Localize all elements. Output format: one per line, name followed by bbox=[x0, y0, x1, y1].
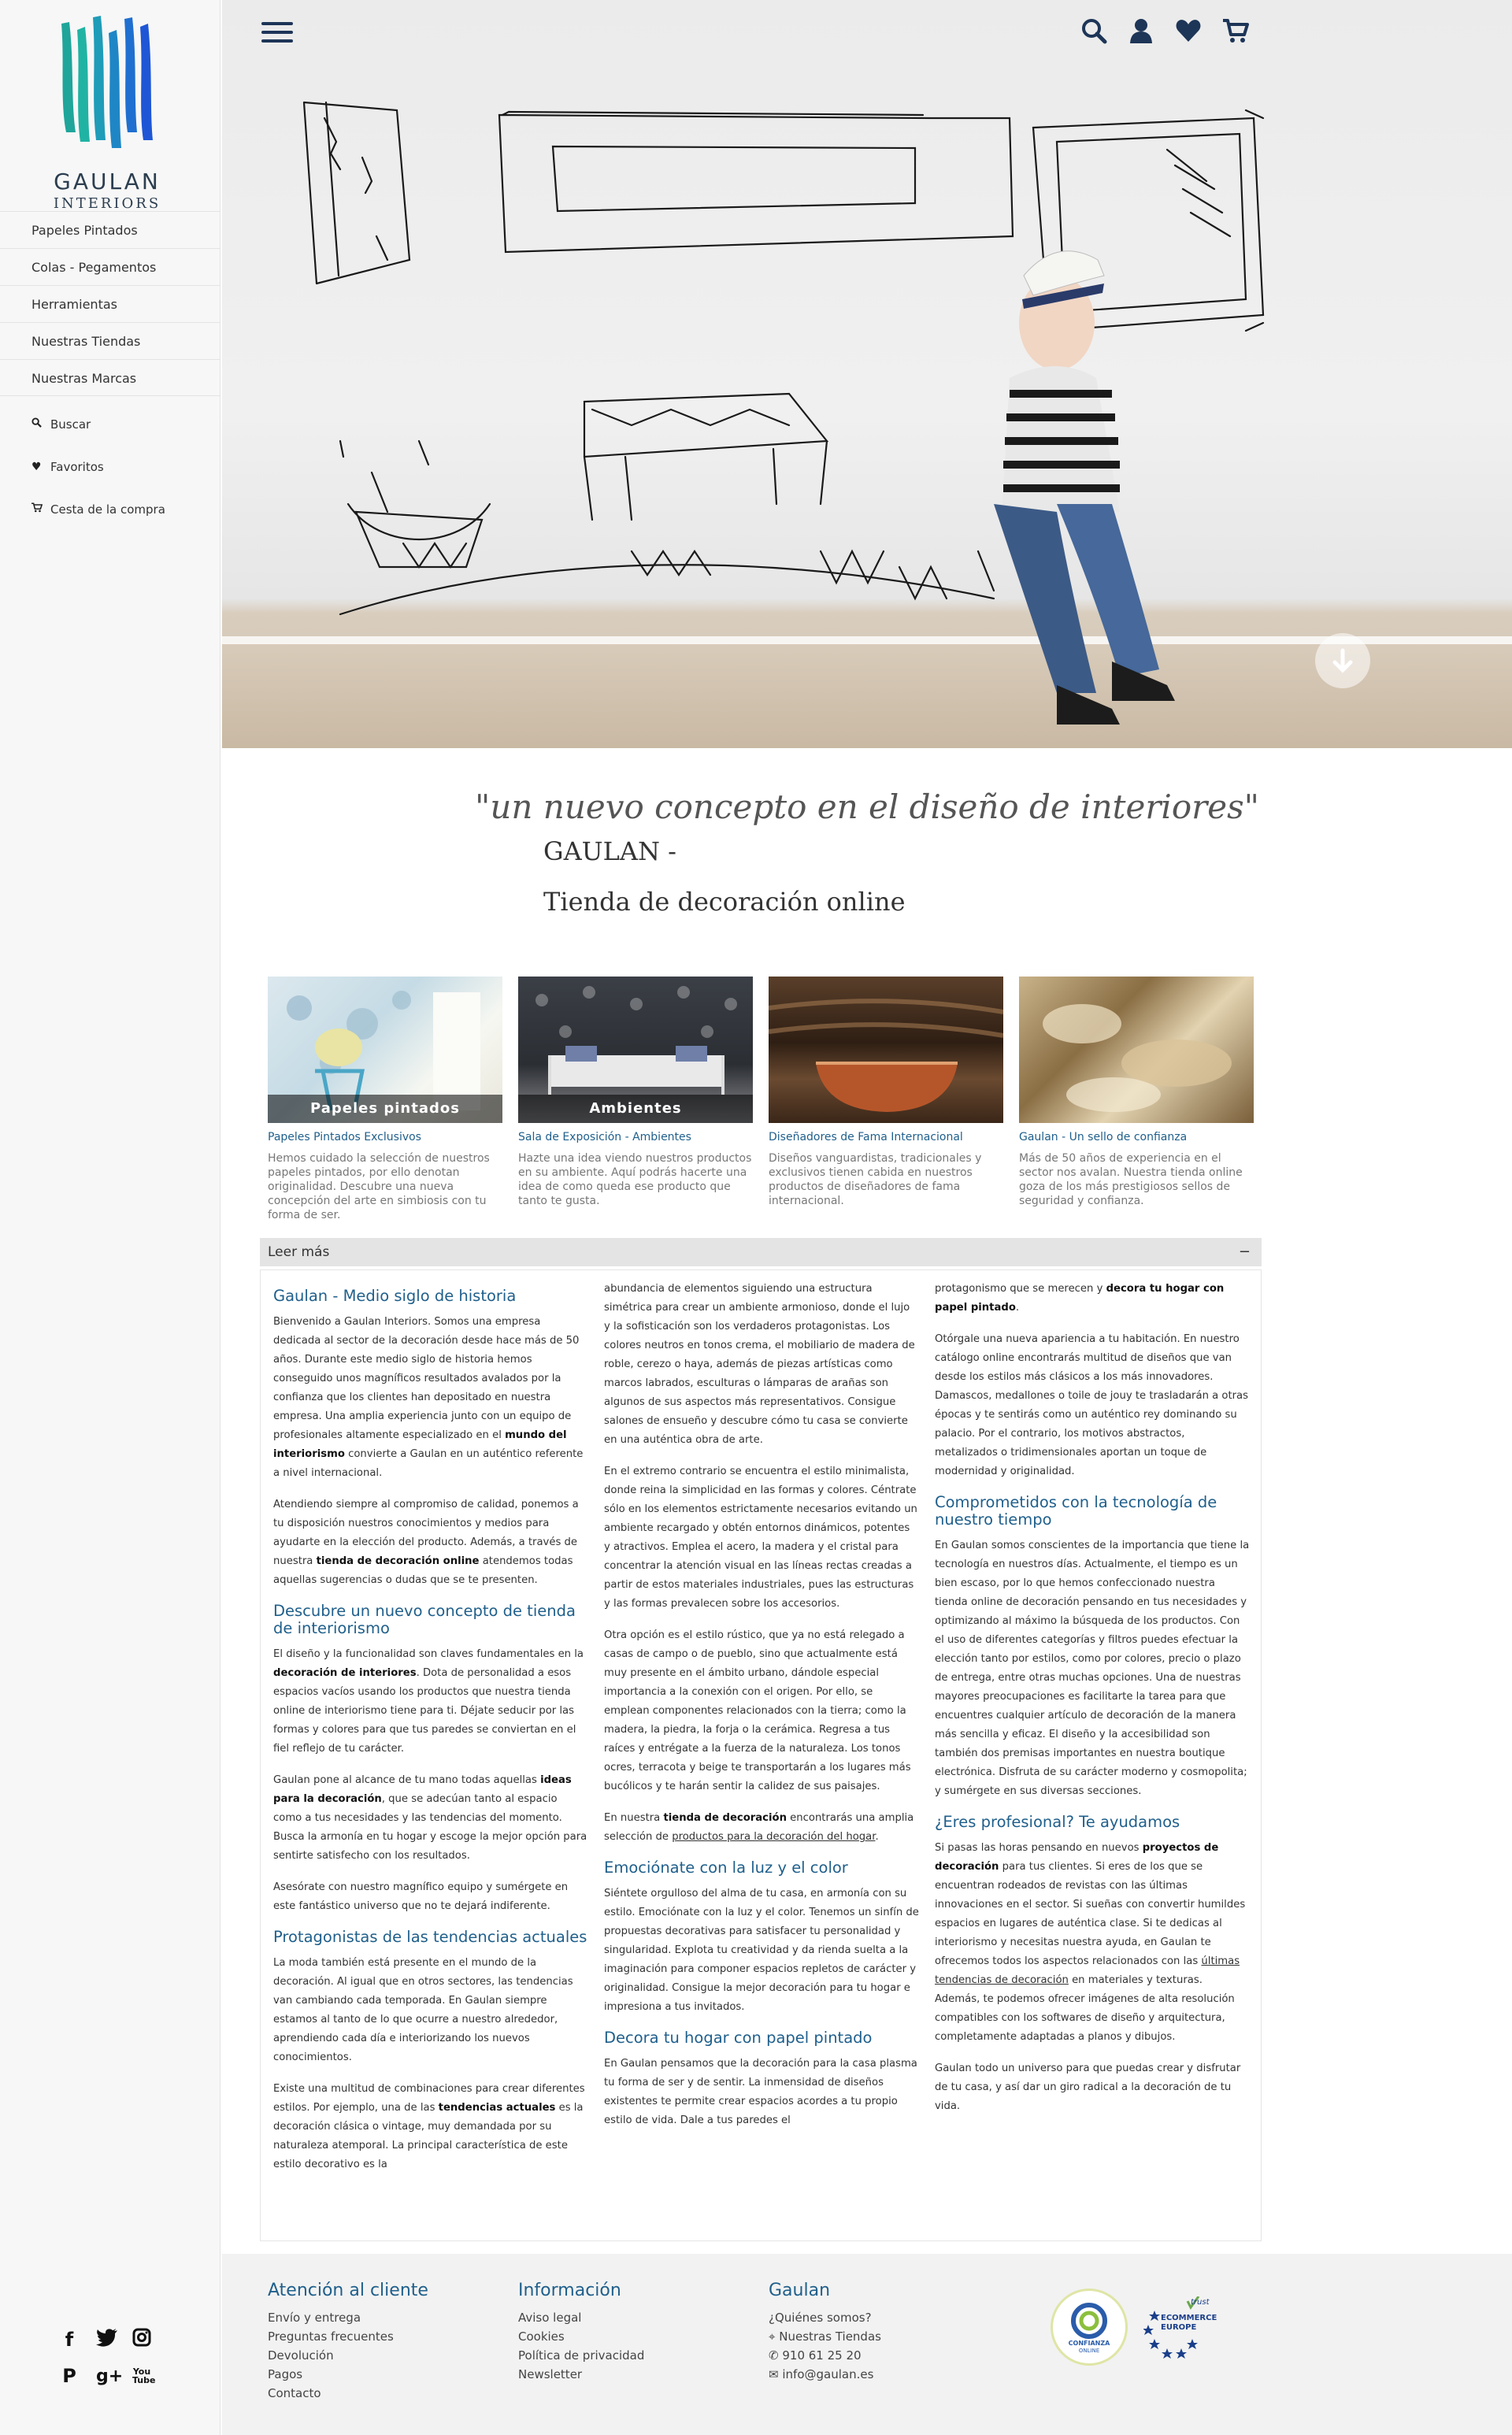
article-paragraph: Asesórate con nuestro magnífico equipo y sumérgete en este fantástico universo que no te dejará indiferente. bbox=[273, 1881, 569, 1912]
sidebar-item-papeles-pintados[interactable]: Papeles Pintados bbox=[0, 211, 220, 248]
article-paragraph: Atendiendo siempre al compromiso de calidad, ponemos a tu disposición nuestros conocimientos y medios para ayudarte en la elección del producto. Además, a través de nuestra tienda de decoración online atendemos todas aquellas sugerencias o dudas que se te presenten. bbox=[273, 1499, 579, 1586]
map-marker-icon: ⌖ bbox=[769, 2329, 776, 2344]
article-content bbox=[260, 1269, 1262, 2241]
card-title[interactable]: Papeles Pintados Exclusivos bbox=[268, 1131, 421, 1143]
hero-person bbox=[994, 251, 1175, 725]
article-paragraph: En nuestra tienda de decoración encontrarás una amplia selección de productos para la decoración del hogar. bbox=[604, 1812, 914, 1843]
read-more-toggle[interactable] bbox=[260, 1238, 1262, 1266]
card-banner: Papeles pintados bbox=[268, 1095, 502, 1123]
footer-heading: Gaulan bbox=[769, 2281, 831, 2300]
footer-col-gaulan bbox=[769, 2281, 881, 2384]
sidebar-favorites-link[interactable] bbox=[32, 455, 165, 498]
badge2-line-2: ECOMMERCE bbox=[1161, 2314, 1217, 2322]
envelope-icon: ✉ bbox=[769, 2367, 779, 2381]
bathtub-illustration bbox=[769, 977, 1003, 1123]
user-icon[interactable] bbox=[1128, 17, 1154, 44]
hamburger-menu-icon[interactable] bbox=[261, 22, 293, 46]
google-plus-icon[interactable]: g+ bbox=[96, 2366, 124, 2386]
sidebar-tool-label: Buscar bbox=[50, 417, 91, 432]
instagram-icon[interactable] bbox=[132, 2328, 151, 2352]
tagline-brand: GAULAN - bbox=[543, 836, 676, 866]
read-more-label: Leer más bbox=[268, 1244, 330, 1260]
sidebar-item-herramientas[interactable]: Herramientas bbox=[0, 285, 220, 322]
search-icon[interactable] bbox=[1080, 17, 1107, 44]
footer-link-devolucion[interactable]: Devolución bbox=[268, 2348, 334, 2363]
badge2-line-1: trust bbox=[1191, 2298, 1210, 2307]
card-title[interactable]: Sala de Exposición - Ambientes bbox=[518, 1131, 691, 1143]
sidebar-nav bbox=[0, 211, 220, 396]
article-heading: Gaulan - Medio siglo de historia bbox=[273, 1287, 517, 1305]
sidebar-search-link[interactable] bbox=[32, 413, 165, 455]
logo-subtitle: INTERIORS bbox=[53, 195, 161, 212]
card-description: Hazte una idea viendo nuestros productos en su ambiente. Aquí podrás hacerte una idea de como queda ese producto que tanto te gusta. bbox=[518, 1152, 752, 1207]
card-image[interactable] bbox=[268, 977, 502, 1123]
footer-col-atencion bbox=[268, 2281, 428, 2403]
article-heading: Comprometidos con la tecnología de nuestro tiempo bbox=[935, 1493, 1217, 1529]
cart-icon bbox=[32, 498, 50, 521]
sidebar-cart-link[interactable] bbox=[32, 498, 165, 540]
article-heading: Emociónate con la luz y el color bbox=[604, 1859, 848, 1877]
scroll-down-button[interactable] bbox=[1315, 633, 1370, 688]
sidebar-item-nuestras-tiendas[interactable]: Nuestras Tiendas bbox=[0, 322, 220, 359]
footer bbox=[222, 2254, 1512, 2435]
article-paragraph: Si pasas las horas pensando en nuevos proyectos de decoración para tus clientes. Si eres de los que se encuentran rodeados de revistas con las últimas innovaciones en el sector. Si sueñas con convertir humildes espacios en lugares de auténtica clase. Si te dedicas al interiorismo y necesitas nuestra ayuda, en Gaulan te ofrecemos todos los aspectos relacionados con las últimas tendencias de decoración en materiales y texturas. Además, te podemos ofrecer imágenes de alta resolución compatibles con los softwares de diseño y arquitectura, completamente adaptadas a planos y dibujos. bbox=[935, 1842, 1246, 2043]
article-column-2 bbox=[604, 1280, 919, 2143]
logo-brand: GAULAN bbox=[54, 169, 161, 195]
article-paragraph: Gaulan pone al alcance de tu mano todas aquellas ideas para la decoración, que se adecúan tanto al espacio como a tus necesidades y las tendencias del momento. Busca la armonía en tu hogar y escoge la mejor opción para sentirte satisfecho con los resultados. bbox=[273, 1774, 587, 1862]
logo-brush-icon bbox=[58, 14, 158, 152]
card-sello-confianza bbox=[1019, 977, 1254, 1222]
social-links bbox=[60, 2322, 162, 2394]
badge-line-2: ONLINE bbox=[1078, 2348, 1100, 2354]
article-paragraph: En Gaulan somos conscientes de la importancia que tiene la tecnología en nuestros días. Actualmente, el tiempo es un bien escaso, por lo que hemos confeccionado nuestra tienda online de decoración pensando en tus necesidades y optimizando al máximo la búsqueda de los productos. Con el uso de diferentes categorías y filtros puedes efectuar la elección tanto por estilos, como por colores, precio o plazo de entrega, entre otras muchas opciones. Una de nuestras mayores preocupaciones es facilitarte la tarea para que encuentres cualquier artículo de decoración de la manera más sencilla y eficaz. El diseño y la accesibilidad son también dos premisas importantes en nuestra boutique electrónica. Disfruta de su carácter moderno y cosmopolita; y sumérgete en sus diversas secciones. bbox=[935, 1540, 1250, 1797]
feature-cards bbox=[268, 977, 1254, 1222]
article-paragraph: Bienvenido a Gaulan Interiors. Somos una empresa dedicada al sector de la decoración desde hace más de 50 años. Durante este medio siglo de historia hemos conseguido unos magníficos resultados avalados por la confianza que los clientes han depositado en nuestra empresa. Una amplia experiencia junto con un equipo de profesionales altamente especializado en el mundo del interiorismo convierte a Gaulan en un auténtico referente a nivel internacional. bbox=[273, 1316, 584, 1479]
article-paragraph: Siéntete orgulloso del alma de tu casa, en armonía con su estilo. Emociónate con la luz y el color. Tenemos un sinfín de propuestas decorativas para satisfacer tu personalidad y singularidad. Explota tu creatividad y da rienda suelta a la imaginación para componer espacios repletos de carácter y originalidad. Consigue la mejor decoración para tu hogar e impresiona a tus invitados. bbox=[604, 1888, 919, 2013]
article-paragraph: abundancia de elementos siguiendo una estructura simétrica para crear un ambiente armonioso, donde el lujo y la sofisticación son los verdaderos protagonistas. Los colores neutros en tonos crema, el mobiliario de madera de roble, cerezo o haya, además de piezas artísticas como marcos labrados, esculturas o lámparas de arañas son algunos de sus aspectos más representativos. Consigue salones de ensueño y descubre cómo tu casa se convierte en una auténtica obra de arte. bbox=[604, 1283, 915, 1446]
footer-heading: Información bbox=[518, 2281, 621, 2300]
footer-link-newsletter[interactable]: Newsletter bbox=[518, 2367, 583, 2381]
article-paragraph: Otórgale una nueva apariencia a tu habitación. En nuestro catálogo online encontrarás multitud de diseños que van desde los estilos más clásicos a los más innovadores. Damascos, medallones o toile de jouy te trasladarán a otras épocas y te sentirás como un auténtico rey dominando su palacio. Por el contrario, los motivos abstractos, metalizados o tridimensionales aportan un toque de modernidad y originalidad. bbox=[935, 1333, 1249, 1477]
tagline-subtitle: Tienda de decoración online bbox=[543, 887, 906, 917]
eu-stars-icon bbox=[1143, 2296, 1230, 2367]
decoracion-hogar-link[interactable]: productos para la decoración del hogar bbox=[672, 1831, 876, 1843]
article-paragraph: protagonismo que se merecen y decora tu hogar con papel pintado. bbox=[935, 1283, 1225, 1314]
tagline bbox=[222, 788, 1512, 917]
card-papeles-pintados bbox=[268, 977, 502, 1222]
card-title[interactable]: Diseñadores de Fama Internacional bbox=[769, 1131, 963, 1143]
sidebar bbox=[0, 0, 220, 2435]
article-paragraph: La moda también está presente en el mundo de la decoración. Al igual que en otros sectores, las tendencias van cambiando cada temporada. En Gaulan siempre estamos al tanto de lo que ocurre a nuestro alrededor, aprendiendo cada día e interiorizando los nuevos conocimientos. bbox=[273, 1957, 573, 2063]
sidebar-item-colas-pegamentos[interactable]: Colas - Pegamentos bbox=[0, 248, 220, 285]
phone-icon: ✆ bbox=[769, 2348, 779, 2363]
badge-line-1: CONFIANZA bbox=[1068, 2340, 1110, 2347]
card-description: Diseños vanguardistas, tradicionales y exclusivos tienen cabida en nuestros productos de diseñadores de fama internacional. bbox=[769, 1152, 982, 1207]
card-description: Hemos cuidado la selección de nuestros papeles pintados, por ello denotan originalidad. Descubre una nueva concepción del arte en simbiosis con tu forma de ser. bbox=[268, 1152, 490, 1221]
footer-link-envio[interactable]: Envío y entrega bbox=[268, 2311, 361, 2325]
sidebar-tool-label: Cesta de la compra bbox=[50, 502, 165, 517]
card-disenadores bbox=[769, 977, 1003, 1222]
collapse-icon: − bbox=[1238, 1243, 1251, 1260]
card-image[interactable] bbox=[769, 977, 1003, 1123]
ultimas-tendencias-link[interactable]: últimas tendencias de decoración bbox=[935, 1955, 1240, 1986]
article-paragraph: En Gaulan pensamos que la decoración para la casa plasma tu forma de ser y de sentir. La inmensidad de diseños existentes te permite crear espacios acordes a tu propio estilo de vida. Dale a tus paredes el bbox=[604, 2058, 917, 2126]
article-heading: Decora tu hogar con papel pintado bbox=[604, 2029, 873, 2047]
confianza-online-badge[interactable] bbox=[1051, 2289, 1128, 2366]
arrow-down-icon bbox=[1315, 633, 1370, 688]
footer-link-pagos[interactable]: Pagos bbox=[268, 2367, 303, 2381]
article-heading: Protagonistas de las tendencias actuales bbox=[273, 1928, 587, 1946]
ecommerce-europe-badge[interactable] bbox=[1143, 2296, 1230, 2367]
facebook-icon[interactable]: f bbox=[65, 2329, 74, 2351]
footer-link-aviso-legal[interactable]: Aviso legal bbox=[518, 2311, 582, 2325]
heart-icon[interactable] bbox=[1175, 17, 1202, 44]
heart-icon: ♥ bbox=[32, 461, 42, 473]
card-ambientes bbox=[518, 977, 753, 1222]
twitter-icon[interactable] bbox=[96, 2328, 115, 2352]
footer-link-faq[interactable]: Preguntas frecuentes bbox=[268, 2329, 394, 2344]
article-heading: ¿Eres profesional? Te ayudamos bbox=[935, 1813, 1180, 1831]
footer-link-tiendas[interactable]: ⌖ Nuestras Tiendas bbox=[769, 2329, 881, 2344]
footer-link-contacto[interactable]: Contacto bbox=[268, 2386, 321, 2400]
article-paragraph: Otra opción es el estilo rústico, que ya no está relegado a casas de campo o de pueblo, sino que actualmente está muy presente en el ámbito urbano, dándole especial importancia a la conexión con el origen. Por ello, se emplean componentes relacionados con la tierra; como la madera, la piedra, la forja o la cerámica. Regresa a tus raíces y entrégate a la fuerza de la naturaleza. Los tonos ocres, terracota y beige te transportarán a los lugares más bucólicos y te harán sentir la calidez de sus paisajes. bbox=[604, 1629, 911, 1792]
card-image[interactable] bbox=[1019, 977, 1254, 1123]
footer-col-informacion bbox=[518, 2281, 644, 2384]
hero-toolbar bbox=[1080, 17, 1249, 44]
hero-banner bbox=[222, 0, 1512, 748]
footer-heading: Atención al cliente bbox=[268, 2281, 428, 2300]
tagline-quote: "un nuevo concepto en el diseño de interiores" bbox=[475, 788, 1259, 826]
footer-email[interactable]: ✉ info@gaulan.es bbox=[769, 2367, 874, 2381]
pinterest-icon[interactable]: P bbox=[62, 2365, 76, 2387]
card-banner: Ambientes bbox=[518, 1095, 753, 1123]
card-description: Más de 50 años de experiencia en el sector nos avalan. Nuestra tienda online goza de los más prestigiosos sellos de seguridad y confianza. bbox=[1019, 1152, 1243, 1207]
footer-link-cookies[interactable]: Cookies bbox=[518, 2329, 565, 2344]
footer-link-quienes-somos[interactable]: ¿Quiénes somos? bbox=[769, 2311, 872, 2325]
sidebar-tools bbox=[32, 413, 165, 540]
cart-icon[interactable] bbox=[1222, 17, 1249, 44]
card-title[interactable]: Gaulan - Un sello de confianza bbox=[1019, 1131, 1188, 1143]
footer-link-privacidad[interactable]: Política de privacidad bbox=[518, 2348, 645, 2363]
card-image[interactable] bbox=[518, 977, 753, 1123]
sidebar-item-nuestras-marcas[interactable]: Nuestras Marcas bbox=[0, 359, 220, 396]
article-heading: Descubre un nuevo concepto de tienda de interiorismo bbox=[273, 1602, 576, 1637]
article-paragraph: En el extremo contrario se encuentra el estilo minimalista, donde reina la simplicidad en las formas y colores. Céntrate sólo en los elementos estrictamente necesarios evitando un ambiente recargado y obtén entornos dinámicos, potentes y atractivos. Emplea el acero, la madera y el cristal para concentrar la atención visual en las líneas rectas creadas a partir de estos materiales industriales, pues las estructuras y las formas prevalecen sobre los accesorios. bbox=[604, 1466, 917, 1610]
article-column-1 bbox=[273, 1280, 588, 2187]
youtube-icon[interactable]: You Tube bbox=[132, 2366, 156, 2385]
wallpaper-rolls-illustration bbox=[1019, 977, 1254, 1123]
article-paragraph: Gaulan todo un universo para que puedas crear y disfrutar de tu casa, y así dar un giro radical a la decoración de tu vida. bbox=[935, 2063, 1241, 2112]
article-paragraph: El diseño y la funcionalidad son claves fundamentales en la decoración de interiores. Dota de personalidad a esos espacios vacíos usando los productos que nuestra tienda online de interiorismo tiene para ti. Déjate seducir por las formas y colores para que tus paredes se conviertan en el fiel reflejo de tu carácter. bbox=[273, 1648, 584, 1755]
article-paragraph: Existe una multitud de combinaciones para crear diferentes estilos. Por ejemplo, una de las tendencias actuales es la decoración clásica o vintage, muy demandada por su naturaleza atemporal. La principal característica de este estilo decorativo es la bbox=[273, 2083, 585, 2170]
logo[interactable] bbox=[44, 14, 170, 212]
footer-phone[interactable]: ✆ 910 61 25 20 bbox=[769, 2348, 862, 2363]
search-icon bbox=[32, 413, 50, 436]
badge2-line-3: EUROPE bbox=[1161, 2323, 1197, 2332]
sidebar-tool-label: Favoritos bbox=[50, 460, 104, 474]
article-column-3 bbox=[935, 1280, 1250, 2129]
